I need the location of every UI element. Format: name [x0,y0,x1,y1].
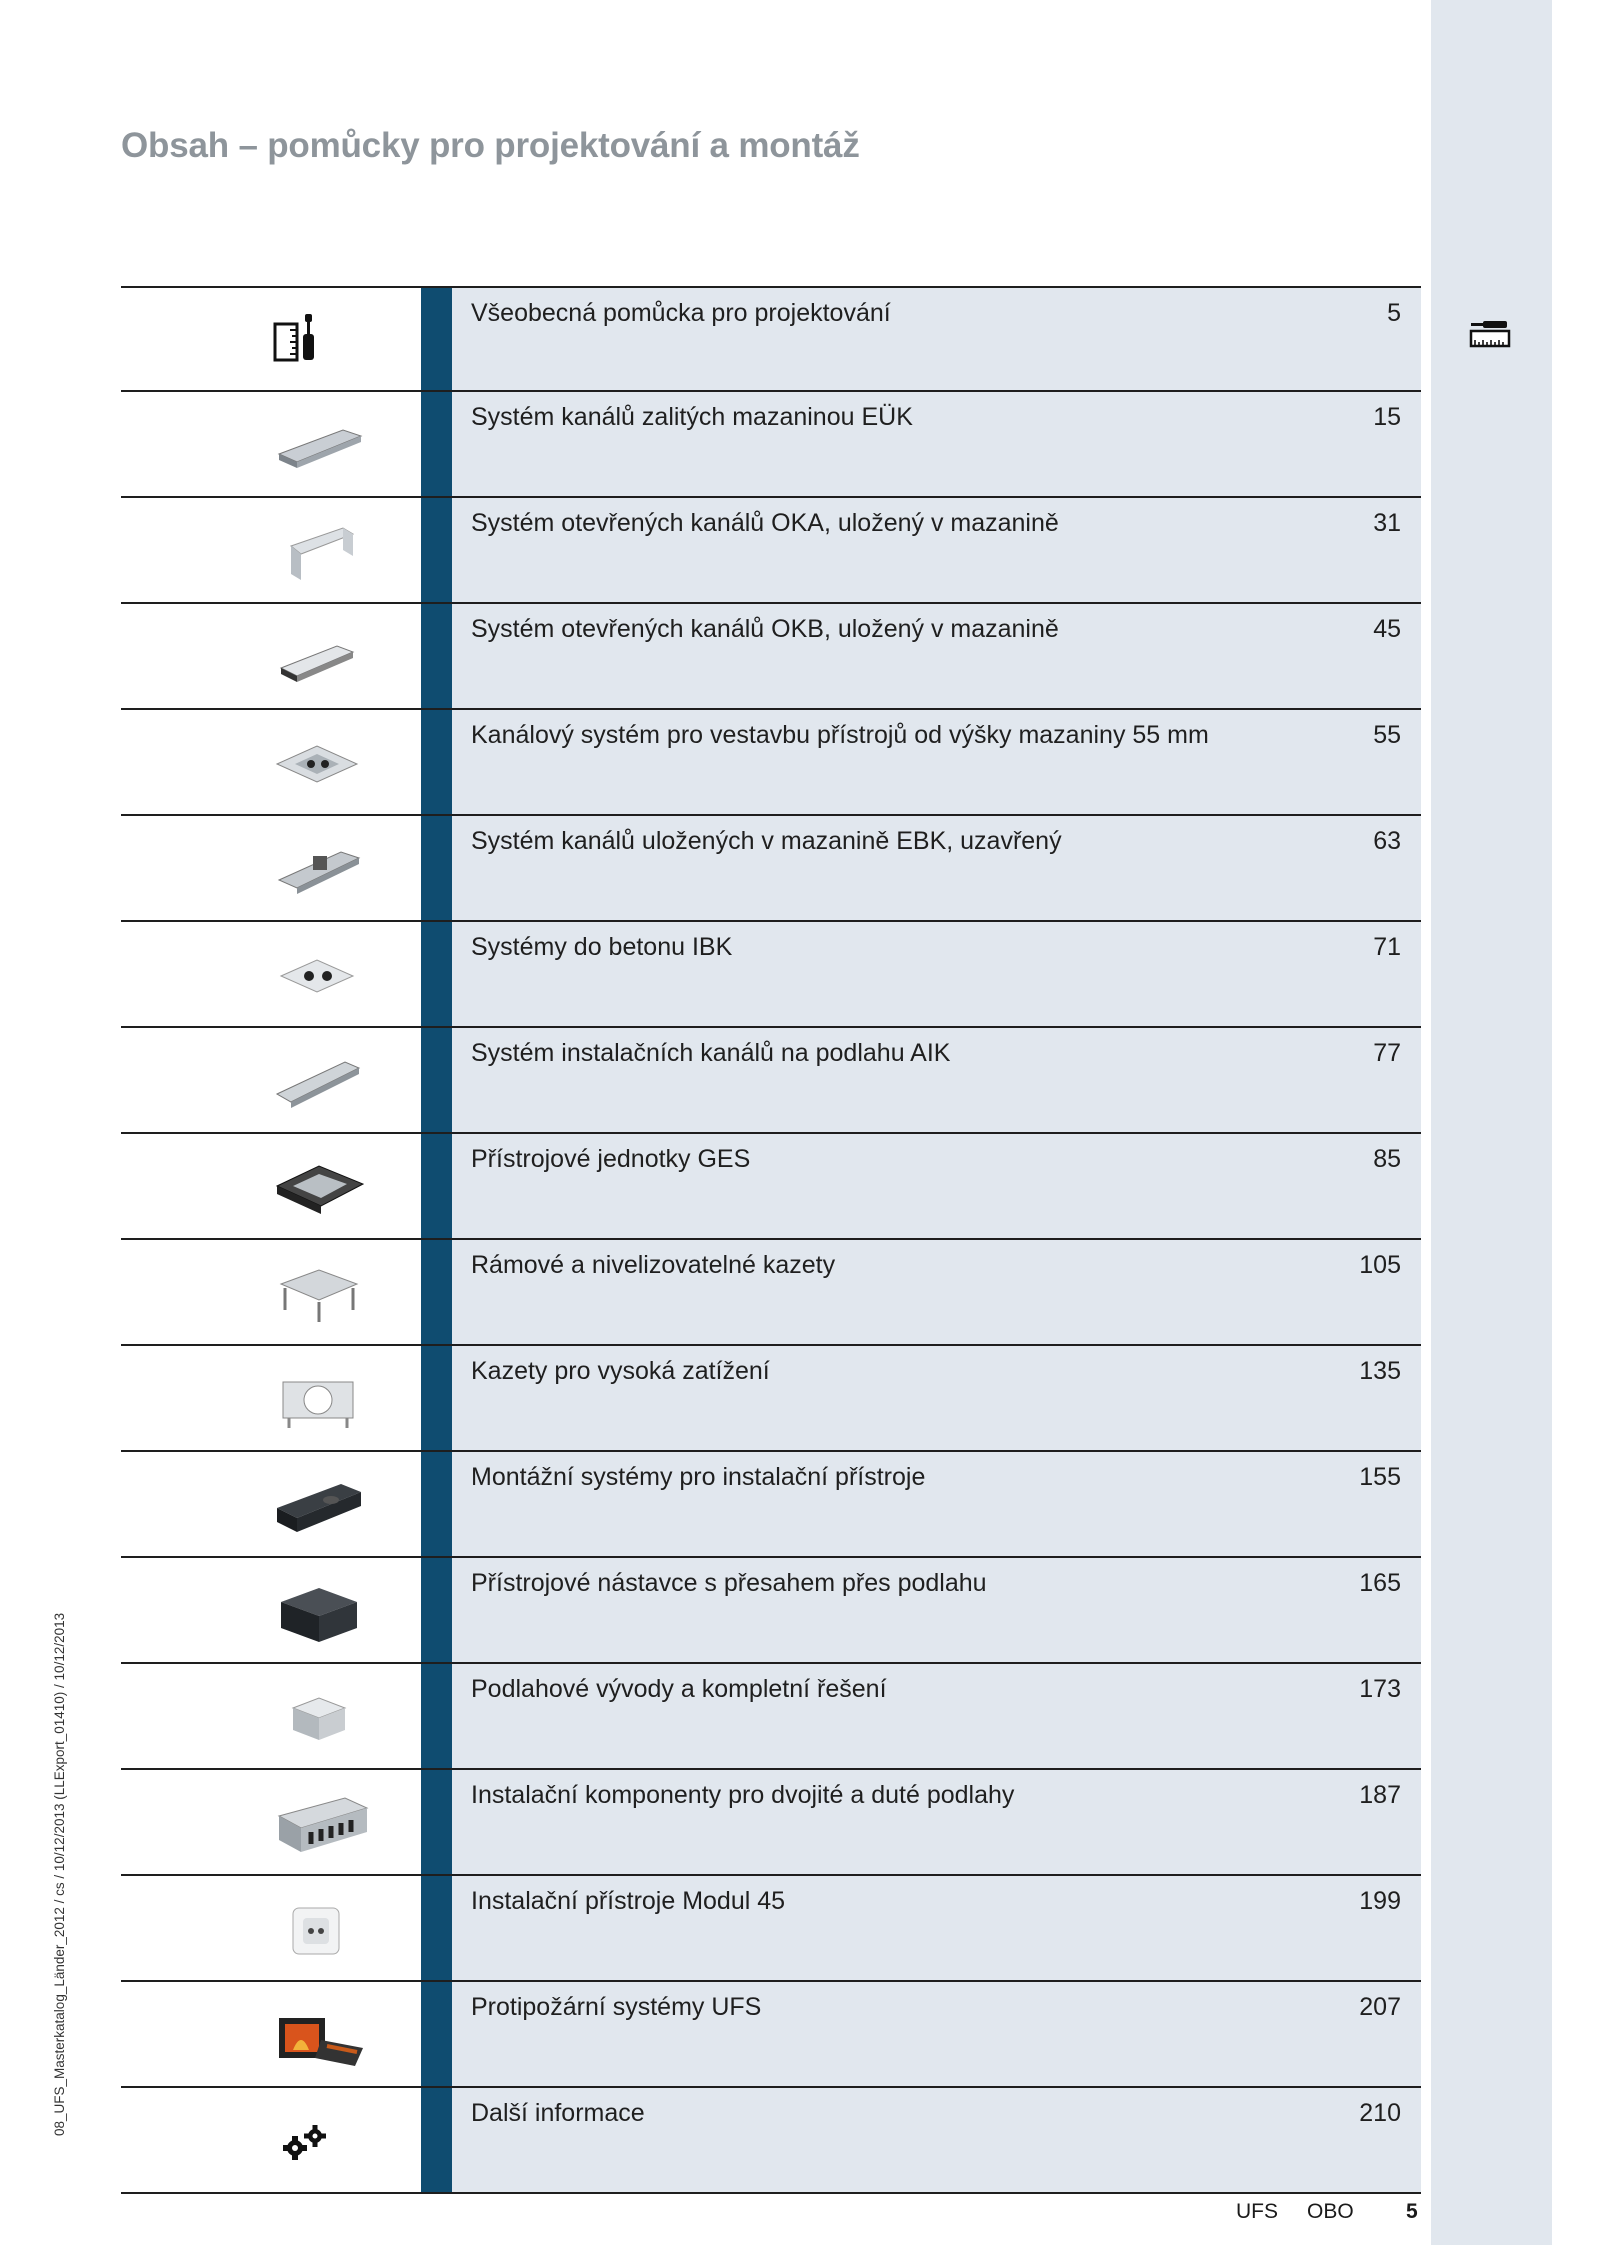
ruler-screwdriver-icon [271,306,371,376]
toc-icon-cell [121,1346,421,1450]
toc-entry-label[interactable]: Systém kanálů zalitých mazaninou EÜK [471,403,913,431]
open-duct-okb-icon [271,622,371,692]
toc-icon-cell [121,498,421,602]
toc-row-body [452,1134,1421,1238]
toc-row-body [452,1558,1421,1662]
floor-duct-icon [271,1046,371,1116]
toc-row-body [452,1028,1421,1132]
toc-entry-label[interactable]: Přístrojové nástavce s přesahem přes podlahu [471,1569,987,1597]
toc-row[interactable] [121,2088,1421,2194]
gears-icon [271,2106,371,2176]
screed-duct-icon [271,410,371,480]
toc-entry-label[interactable]: Systém kanálů uložených v mazanině EBK, uzavřený [471,827,1062,855]
toc-row-body [452,816,1421,920]
toc-accent-bar [421,392,452,496]
toc-entry-page[interactable]: 207 [1359,1993,1401,2021]
toc-entry-page[interactable]: 173 [1359,1675,1401,1703]
toc-entry-page[interactable]: 187 [1359,1781,1401,1809]
floor-outlet-icon [271,1682,371,1752]
toc-accent-bar [421,1876,452,1980]
toc-accent-bar [421,1240,452,1344]
toc-row[interactable] [121,922,1421,1028]
toc-row-body [452,392,1421,496]
toc-row[interactable] [121,1240,1421,1346]
toc-accent-bar [421,1982,452,2086]
toc-icon-cell [121,1558,421,1662]
toc-entry-page[interactable]: 165 [1359,1569,1401,1597]
toc-entry-page[interactable]: 63 [1373,827,1401,855]
toc-entry-label[interactable]: Systém otevřených kanálů OKA, uložený v mazanině [471,509,1059,537]
toc-icon-cell [121,1664,421,1768]
page-title: Obsah – pomůcky pro projektování a montáž [121,126,860,165]
toc-row-body [452,1982,1421,2086]
toc-entry-label[interactable]: Podlahové vývody a kompletní řešení [471,1675,887,1703]
frame-cassette-icon [271,1258,371,1328]
toc-accent-bar [421,498,452,602]
toc-row-body [452,922,1421,1026]
toc-accent-bar [421,1346,452,1450]
toc-accent-bar [421,1452,452,1556]
toc-entry-page[interactable]: 210 [1359,2099,1401,2127]
toc-row-body [452,288,1421,390]
toc-icon-cell [121,2088,421,2192]
toc-icon-cell [121,816,421,920]
toc-entry-page[interactable]: 135 [1359,1357,1401,1385]
toc-icon-cell [121,1452,421,1556]
toc-entry-label[interactable]: Systém instalačních kanálů na podlahu AIK [471,1039,951,1067]
toc-entry-label[interactable]: Další informace [471,2099,645,2127]
toc-row-body [452,604,1421,708]
toc-row-body [452,1346,1421,1450]
footer-brand-ufs: UFS [1236,2200,1278,2223]
toc-icon-cell [121,1134,421,1238]
toc-accent-bar [421,288,452,390]
toc-row-body [452,1876,1421,1980]
toc-entry-page[interactable]: 85 [1373,1145,1401,1173]
toc-accent-bar [421,1134,452,1238]
concrete-box-icon [271,940,371,1010]
toc-icon-cell [121,1982,421,2086]
fire-protection-icon [271,2000,371,2070]
toc-row[interactable] [121,816,1421,922]
toc-entry-label[interactable]: Instalační komponenty pro dvojité a duté podlahy [471,1781,1015,1809]
toc-entry-label[interactable]: Přístrojové jednotky GES [471,1145,751,1173]
toc-entry-label[interactable]: Kazety pro vysoká zatížení [471,1357,770,1385]
toc-accent-bar [421,2088,452,2192]
toc-entry-page[interactable]: 71 [1373,933,1401,961]
footer-brand-obo: OBO [1307,2200,1354,2223]
document-meta: 08_UFS_Masterkatalog_Länder_2012 / cs / 10/12/2013 (LLExport_01410) / 10/12/2013 [52,1612,67,2136]
toc-entry-page[interactable]: 199 [1359,1887,1401,1915]
toc-icon-cell [121,1028,421,1132]
toc-row[interactable] [121,1028,1421,1134]
toc-accent-bar [421,1664,452,1768]
toc-entry-page[interactable]: 15 [1373,403,1401,431]
toc-row-body [452,498,1421,602]
page-number: 5 [1406,2200,1418,2223]
toc-row-body [452,2088,1421,2192]
raised-floor-icon [271,1788,371,1858]
toc-entry-label[interactable]: Všeobecná pomůcka pro projektování [471,299,891,327]
toc-entry-label[interactable]: Rámové a nivelizovatelné kazety [471,1251,836,1279]
toc-row-body [452,1240,1421,1344]
toc-row[interactable] [121,604,1421,710]
toc-entry-page[interactable]: 45 [1373,615,1401,643]
toc-row-body [452,1664,1421,1768]
table-of-contents [121,286,1421,2194]
toc-entry-label[interactable]: Kanálový systém pro vestavbu přístrojů od výšky mazaniny 55 mm [471,721,1209,749]
toc-row-body [452,1452,1421,1556]
toc-entry-page[interactable]: 105 [1359,1251,1401,1279]
toc-row[interactable] [121,1770,1421,1876]
toc-row[interactable] [121,1982,1421,2088]
toc-accent-bar [421,1770,452,1874]
toc-row[interactable] [121,1876,1421,1982]
toc-accent-bar [421,922,452,1026]
toc-entry-page[interactable]: 31 [1373,509,1401,537]
toc-row[interactable] [121,498,1421,604]
mounting-system-icon [271,1470,371,1540]
toc-row[interactable] [121,710,1421,816]
heavy-cassette-icon [271,1364,371,1434]
device-unit-icon [271,1152,371,1222]
closed-duct-icon [271,834,371,904]
toc-accent-bar [421,1028,452,1132]
toc-entry-label[interactable]: Montážní systémy pro instalační přístroje [471,1463,926,1491]
ruler-screwdriver-icon [1469,318,1511,352]
toc-entry-label[interactable]: Instalační přístroje Modul 45 [471,1887,786,1915]
toc-icon-cell [121,1240,421,1344]
toc-accent-bar [421,816,452,920]
toc-entry-label[interactable]: Protipožární systémy UFS [471,1993,762,2021]
toc-entry-page[interactable]: 55 [1373,721,1401,749]
toc-row[interactable] [121,392,1421,498]
toc-entry-page[interactable]: 5 [1387,299,1401,327]
toc-row[interactable] [121,1452,1421,1558]
toc-row[interactable] [121,1558,1421,1664]
toc-row[interactable] [121,1134,1421,1240]
toc-entry-page[interactable]: 155 [1359,1463,1401,1491]
toc-entry-page[interactable]: 77 [1373,1039,1401,1067]
toc-icon-cell [121,392,421,496]
toc-row-body [452,710,1421,814]
modul45-icon [271,1894,371,1964]
toc-icon-cell [121,604,421,708]
toc-row-body [452,1770,1421,1874]
toc-accent-bar [421,604,452,708]
open-duct-icon [271,516,371,586]
toc-icon-cell [121,710,421,814]
junction-box-icon [271,728,371,798]
toc-entry-label[interactable]: Systémy do betonu IBK [471,933,733,961]
toc-icon-cell [121,922,421,1026]
toc-icon-cell [121,288,421,390]
service-outlet-icon [271,1576,371,1646]
toc-row[interactable] [121,1346,1421,1452]
toc-icon-cell [121,1876,421,1980]
toc-accent-bar [421,710,452,814]
toc-row[interactable] [121,288,1421,392]
toc-row[interactable] [121,1664,1421,1770]
toc-accent-bar [421,1558,452,1662]
toc-icon-cell [121,1770,421,1874]
toc-entry-label[interactable]: Systém otevřených kanálů OKB, uložený v mazanině [471,615,1059,643]
